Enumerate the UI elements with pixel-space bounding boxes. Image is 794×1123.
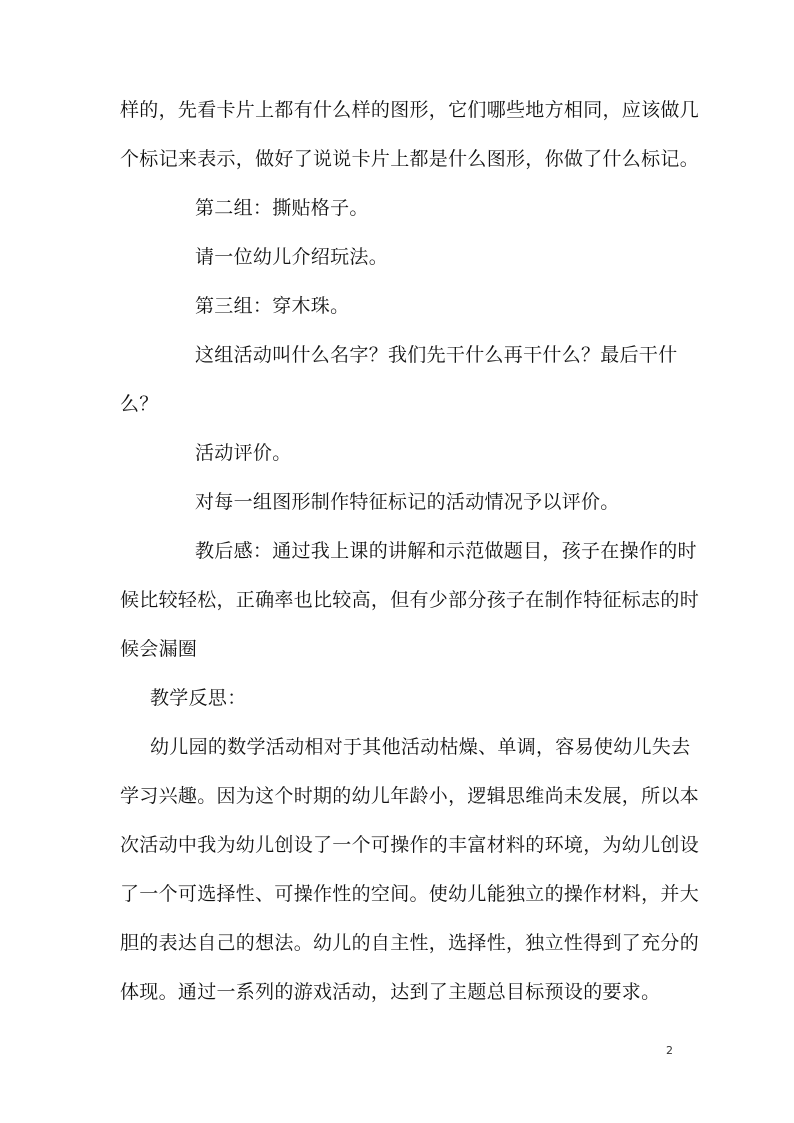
section-heading: 教学反思： xyxy=(150,687,247,709)
text-line: 对每一组图形制作特征标记的活动情况予以评价。 xyxy=(195,491,620,513)
text-line: 第三组：穿木珠。 xyxy=(195,295,350,317)
text-line: 学习兴趣。因为这个时期的幼儿年龄小，逻辑思维尚未发展，所以本 xyxy=(120,785,700,807)
text-line: 次活动中我为幼儿创设了一个可操作的丰富材料的环境，为幼儿创设 xyxy=(120,834,700,856)
text-line: 活动评价。 xyxy=(195,442,292,464)
text-line: 体现。通过一系列的游戏活动，达到了主题总目标预设的要求。 xyxy=(120,981,661,1003)
text-line: 候会漏圈 xyxy=(120,638,198,660)
text-line: 请一位幼儿介绍玩法。 xyxy=(195,246,389,268)
text-line: 么？ xyxy=(120,393,159,415)
text-line: 幼儿园的数学活动相对于其他活动枯燥、单调，容易使幼儿失去 xyxy=(150,736,691,758)
text-line: 胆的表达自己的想法。幼儿的自主性，选择性，独立性得到了充分的 xyxy=(120,932,700,954)
text-line: 了一个可选择性、可操作性的空间。使幼儿能独立的操作材料，并大 xyxy=(120,883,700,905)
text-line: 第二组：撕贴格子。 xyxy=(195,197,369,219)
text-line: 个标记来表示，做好了说说卡片上都是什么图形，你做了什么标记。 xyxy=(120,148,700,170)
page-number: 2 xyxy=(666,1044,673,1057)
text-line: 这组活动叫什么名字？我们先干什么再干什么？最后干什 xyxy=(195,344,678,366)
text-line: 候比较轻松，正确率也比较高，但有少部分孩子在制作特征标志的时 xyxy=(120,589,700,611)
text-line: 教后感：通过我上课的讲解和示范做题目，孩子在操作的时 xyxy=(195,540,697,562)
text-line: 样的，先看卡片上都有什么样的图形，它们哪些地方相同，应该做几 xyxy=(120,99,700,121)
